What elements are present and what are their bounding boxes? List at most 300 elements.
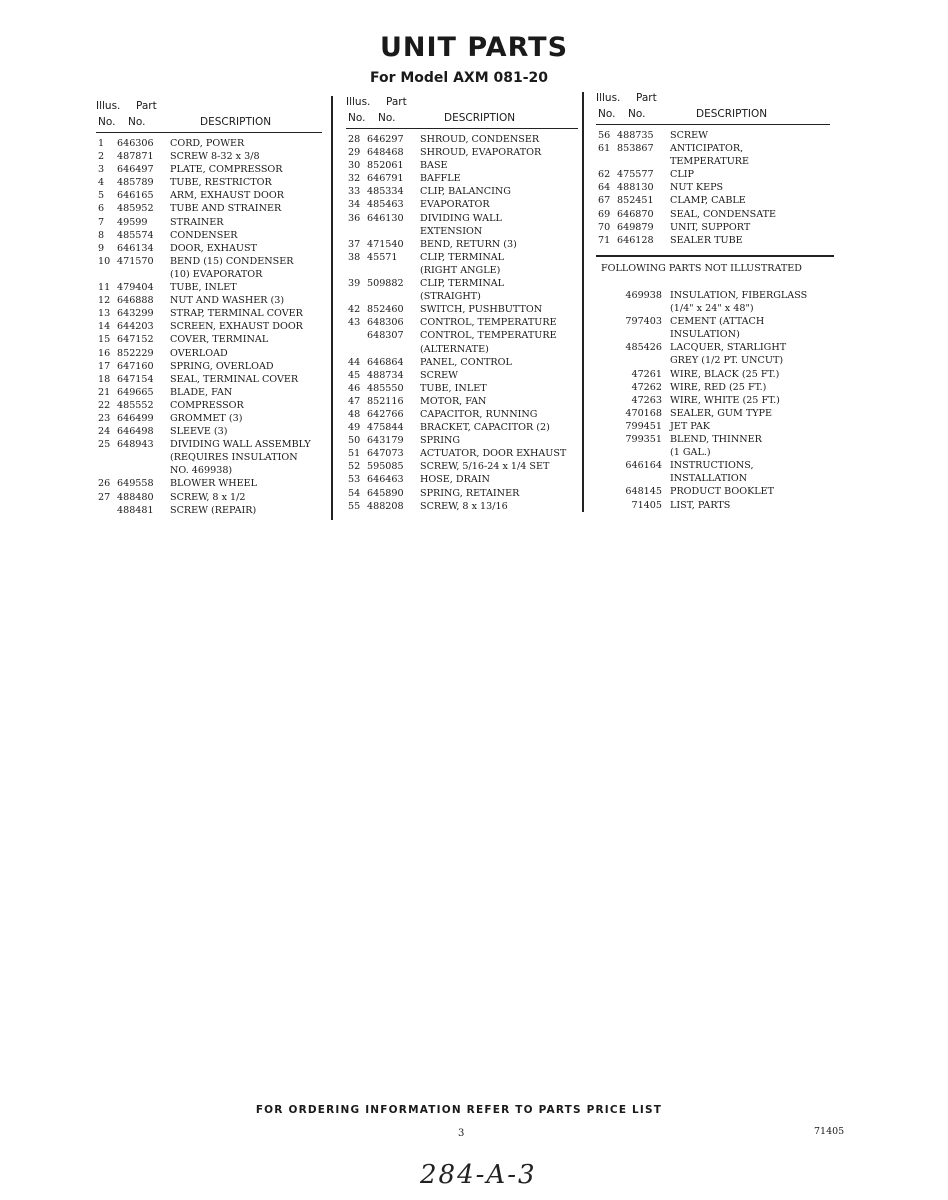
table-row bbox=[96, 504, 322, 517]
part-label: Part bbox=[636, 92, 657, 104]
description: BLOWER WHEEL bbox=[170, 478, 258, 490]
parts-column-1 bbox=[96, 96, 322, 517]
description: SCREW bbox=[420, 369, 459, 381]
part-no: 470168 bbox=[625, 407, 662, 419]
table-row bbox=[346, 159, 578, 172]
part-no: 485952 bbox=[117, 203, 154, 215]
illus-no: 33 bbox=[348, 186, 361, 198]
part-no: 648306 bbox=[367, 317, 404, 329]
handwritten-reference: 284-A-3 bbox=[420, 1160, 537, 1190]
part-no: 488208 bbox=[367, 500, 404, 512]
description: SPRING bbox=[420, 435, 461, 447]
illus-no: 6 bbox=[98, 203, 105, 215]
illus-no: 44 bbox=[348, 356, 361, 368]
description: STRAINER bbox=[170, 216, 224, 228]
illus-no: 22 bbox=[98, 399, 111, 411]
illus-no: 36 bbox=[348, 212, 361, 224]
description: PLATE, COMPRESSOR bbox=[170, 164, 283, 176]
illus-no: 45 bbox=[348, 369, 361, 381]
description: NUT KEPS bbox=[670, 182, 724, 194]
ordering-note: FOR ORDERING INFORMATION REFER TO PARTS PRICE LIST bbox=[255, 1104, 663, 1116]
table-row bbox=[346, 225, 578, 238]
column-divider-1 bbox=[331, 96, 333, 520]
illus-no: 2 bbox=[98, 151, 105, 163]
description: INSULATION, FIBERGLASS bbox=[670, 290, 808, 301]
table-row bbox=[346, 487, 578, 500]
illus-no: 69 bbox=[598, 208, 611, 220]
part-no: 485789 bbox=[117, 177, 154, 189]
illus-no: 7 bbox=[98, 216, 105, 228]
illus-no: 25 bbox=[98, 439, 111, 451]
description: OVERLOAD bbox=[170, 347, 228, 359]
table-row bbox=[96, 229, 322, 242]
illus-no: 48 bbox=[348, 408, 361, 420]
description: (STRAIGHT) bbox=[420, 291, 481, 303]
table-row bbox=[596, 129, 830, 142]
table-row bbox=[96, 399, 322, 412]
table-row bbox=[96, 255, 322, 268]
table-row bbox=[96, 386, 322, 399]
list-item bbox=[590, 485, 830, 498]
description: SCREW bbox=[670, 130, 709, 141]
table-row bbox=[96, 307, 322, 320]
illus-no: 51 bbox=[348, 448, 361, 460]
table-row bbox=[96, 438, 322, 451]
parts-rows bbox=[346, 133, 578, 513]
part-label: Part bbox=[136, 100, 157, 112]
parts-rows bbox=[596, 129, 830, 247]
description: GROMMET (3) bbox=[170, 412, 243, 424]
table-row bbox=[346, 408, 578, 421]
part-no: 646164 bbox=[625, 460, 662, 472]
list-item bbox=[590, 433, 830, 446]
illus-no: 26 bbox=[98, 478, 111, 490]
document-code: 71405 bbox=[814, 1126, 845, 1137]
illus-no: 8 bbox=[98, 229, 105, 241]
illus-no: 5 bbox=[98, 190, 105, 202]
part-no: 509882 bbox=[367, 278, 404, 290]
illus-no: 14 bbox=[98, 321, 111, 333]
illus-no: 13 bbox=[98, 308, 111, 320]
description: PRODUCT BOOKLET bbox=[670, 486, 775, 498]
column-header bbox=[96, 96, 322, 133]
description: ARM, EXHAUST DOOR bbox=[170, 190, 284, 202]
part-no: 45571 bbox=[367, 251, 398, 263]
description: (1/4" x 24" x 48") bbox=[670, 303, 754, 315]
part-no: 644203 bbox=[117, 321, 154, 333]
table-row bbox=[346, 369, 578, 382]
description: STRAP, TERMINAL COVER bbox=[170, 308, 303, 320]
column-header bbox=[596, 88, 830, 125]
description: TUBE, RESTRICTOR bbox=[170, 177, 272, 189]
description: WIRE, BLACK (25 FT.) bbox=[670, 368, 780, 380]
illus-no-label: No. bbox=[348, 112, 366, 124]
part-no: 646463 bbox=[367, 474, 404, 486]
description: SCREW, 5/16-24 x 1/4 SET bbox=[420, 461, 550, 473]
list-item bbox=[590, 328, 830, 341]
description: SLEEVE (3) bbox=[170, 426, 228, 438]
table-row bbox=[346, 133, 578, 146]
description: WIRE, RED (25 FT.) bbox=[670, 381, 767, 393]
illus-no: 49 bbox=[348, 422, 361, 434]
description: HOSE, DRAIN bbox=[420, 474, 490, 486]
part-no: 485574 bbox=[117, 229, 154, 241]
description: BRACKET, CAPACITOR (2) bbox=[420, 422, 550, 434]
description: DIVIDING WALL ASSEMBLY bbox=[170, 439, 311, 451]
table-row bbox=[346, 434, 578, 447]
description: LIST, PARTS bbox=[670, 499, 731, 511]
part-no: 853867 bbox=[617, 143, 654, 155]
table-row bbox=[346, 303, 578, 316]
table-row bbox=[346, 460, 578, 473]
part-no: 649665 bbox=[117, 386, 154, 398]
illus-label: Illus. bbox=[96, 100, 121, 112]
table-row bbox=[346, 238, 578, 251]
part-no: 47262 bbox=[631, 381, 662, 393]
description: COMPRESSOR bbox=[170, 399, 244, 411]
description: CLAMP, CABLE bbox=[670, 195, 746, 207]
description: SEAL, CONDENSATE bbox=[670, 208, 777, 220]
list-item bbox=[590, 407, 830, 420]
description: BEND (15) CONDENSER bbox=[170, 255, 294, 267]
description: BLADE, FAN bbox=[170, 386, 233, 398]
table-row bbox=[96, 347, 322, 360]
illus-no: 55 bbox=[348, 500, 361, 512]
part-no: 648307 bbox=[367, 330, 404, 342]
illus-no-label: No. bbox=[98, 116, 116, 128]
part-no: 487871 bbox=[117, 151, 154, 163]
table-row bbox=[346, 277, 578, 290]
description: SPRING, OVERLOAD bbox=[170, 360, 274, 372]
table-row bbox=[346, 251, 578, 264]
part-no: 475577 bbox=[617, 169, 654, 181]
table-row bbox=[346, 290, 578, 303]
part-no: 852451 bbox=[617, 195, 654, 207]
illus-no: 1 bbox=[98, 138, 105, 149]
part-no: 646165 bbox=[117, 190, 154, 202]
part-no: 471570 bbox=[117, 255, 154, 267]
table-row bbox=[346, 264, 578, 277]
not-illustrated-list bbox=[590, 289, 830, 512]
part-no: 71405 bbox=[631, 499, 662, 511]
illus-no: 37 bbox=[348, 238, 361, 250]
description: NUT AND WASHER (3) bbox=[170, 295, 285, 307]
table-row bbox=[96, 137, 322, 150]
description: (RIGHT ANGLE) bbox=[420, 264, 501, 276]
part-no: 648943 bbox=[117, 439, 154, 451]
illus-no: 23 bbox=[98, 412, 111, 424]
illus-no: 53 bbox=[348, 474, 361, 486]
parts-column-3 bbox=[596, 88, 830, 247]
part-no: 646297 bbox=[367, 134, 404, 145]
list-item bbox=[590, 315, 830, 328]
illus-no: 62 bbox=[598, 169, 611, 181]
description: SCREW 8-32 x 3/8 bbox=[170, 151, 260, 163]
description: CORD, POWER bbox=[170, 138, 245, 149]
illus-no: 24 bbox=[98, 426, 111, 438]
part-no: 646128 bbox=[617, 234, 654, 246]
illus-no: 30 bbox=[348, 160, 361, 172]
table-row bbox=[96, 360, 322, 373]
table-row bbox=[346, 198, 578, 211]
part-no: 648145 bbox=[625, 486, 662, 498]
table-row bbox=[346, 329, 578, 342]
page-title: UNIT PARTS bbox=[379, 32, 569, 63]
description: (10) EVAPORATOR bbox=[170, 268, 263, 280]
part-no: 647160 bbox=[117, 360, 154, 372]
description: CLIP bbox=[670, 169, 694, 181]
table-row bbox=[346, 146, 578, 159]
description-label: DESCRIPTION bbox=[696, 108, 768, 120]
illus-label: Illus. bbox=[596, 92, 621, 104]
table-row bbox=[96, 163, 322, 176]
table-row bbox=[596, 234, 830, 247]
illus-label: Illus. bbox=[346, 96, 371, 108]
description: SWITCH, PUSHBUTTON bbox=[420, 304, 543, 316]
parts-column-2 bbox=[346, 92, 578, 513]
description: CONTROL, TEMPERATURE bbox=[420, 317, 557, 329]
description: MOTOR, FAN bbox=[420, 395, 487, 407]
not-illustrated-rows bbox=[590, 289, 830, 512]
illus-no: 32 bbox=[348, 173, 361, 185]
part-label: Part bbox=[386, 96, 407, 108]
list-item bbox=[590, 354, 830, 367]
description: CONTROL, TEMPERATURE bbox=[420, 330, 557, 342]
illus-no: 3 bbox=[98, 164, 105, 176]
description: SEALER TUBE bbox=[670, 234, 743, 246]
part-no: 645890 bbox=[367, 487, 404, 499]
illus-no: 21 bbox=[98, 386, 111, 398]
description: BAFFLE bbox=[420, 173, 461, 185]
table-row bbox=[596, 181, 830, 194]
not-illustrated-rule bbox=[596, 255, 834, 257]
table-row bbox=[96, 333, 322, 346]
description: DIVIDING WALL bbox=[420, 212, 502, 224]
description: JET PAK bbox=[670, 420, 710, 432]
part-no: 47263 bbox=[631, 394, 662, 406]
part-no: 649558 bbox=[117, 478, 154, 490]
illus-no: 50 bbox=[348, 435, 361, 447]
description: SCREW (REPAIR) bbox=[170, 504, 257, 516]
description: BLEND, THINNER bbox=[670, 434, 762, 446]
part-no: 797403 bbox=[625, 316, 662, 328]
parts-rows bbox=[96, 137, 322, 517]
description: UNIT, SUPPORT bbox=[670, 221, 751, 233]
table-row bbox=[596, 168, 830, 181]
table-row bbox=[96, 451, 322, 464]
illus-no: 56 bbox=[598, 130, 611, 141]
part-no: 646888 bbox=[117, 295, 154, 307]
part-no: 47261 bbox=[631, 368, 662, 380]
illus-no: 17 bbox=[98, 360, 111, 372]
list-item bbox=[590, 446, 830, 459]
illus-no: 34 bbox=[348, 199, 361, 211]
part-no: 485552 bbox=[117, 399, 154, 411]
description: EVAPORATOR bbox=[420, 199, 490, 211]
part-no: 488130 bbox=[617, 182, 654, 194]
list-item bbox=[590, 459, 830, 472]
description: (1 GAL.) bbox=[670, 447, 711, 459]
description: TEMPERATURE bbox=[670, 156, 750, 168]
description: INSULATION) bbox=[670, 329, 740, 341]
illus-no: 16 bbox=[98, 347, 111, 359]
description: WIRE, WHITE (25 FT.) bbox=[670, 394, 780, 406]
description: TUBE AND STRAINER bbox=[170, 203, 282, 215]
illus-no: 29 bbox=[348, 147, 361, 159]
description: LACQUER, STARLIGHT bbox=[670, 342, 787, 354]
description: SCREW, 8 x 1/2 bbox=[170, 491, 246, 503]
table-row bbox=[96, 242, 322, 255]
illus-no: 27 bbox=[98, 491, 111, 503]
list-item bbox=[590, 302, 830, 315]
description: SEAL, TERMINAL COVER bbox=[170, 373, 299, 385]
table-row bbox=[346, 500, 578, 513]
column-divider-2 bbox=[582, 92, 584, 512]
part-no: 852061 bbox=[367, 160, 404, 172]
description: BASE bbox=[420, 160, 448, 172]
table-row bbox=[96, 373, 322, 386]
description-label: DESCRIPTION bbox=[200, 116, 272, 128]
description: ANTICIPATOR, bbox=[670, 143, 744, 155]
part-no: 485550 bbox=[367, 382, 404, 394]
table-row bbox=[346, 473, 578, 486]
description: CONDENSER bbox=[170, 229, 238, 241]
table-row bbox=[596, 142, 830, 155]
illus-no: 9 bbox=[98, 242, 105, 254]
table-row bbox=[346, 356, 578, 369]
table-row bbox=[346, 172, 578, 185]
table-row bbox=[346, 421, 578, 434]
description-label: DESCRIPTION bbox=[444, 112, 516, 124]
table-row bbox=[346, 343, 578, 356]
illus-no: 12 bbox=[98, 295, 111, 307]
description: EXTENSION bbox=[420, 225, 483, 237]
part-no: 488481 bbox=[117, 504, 154, 516]
part-no: 475844 bbox=[367, 422, 404, 434]
illus-no: 4 bbox=[98, 177, 105, 189]
part-no-label: No. bbox=[378, 112, 396, 124]
description: (REQUIRES INSULATION bbox=[170, 452, 298, 464]
illus-no: 38 bbox=[348, 251, 361, 263]
part-no: 488735 bbox=[617, 130, 654, 141]
part-no: 595085 bbox=[367, 461, 404, 473]
table-row bbox=[596, 155, 830, 168]
part-no: 647152 bbox=[117, 334, 154, 346]
illus-no: 11 bbox=[98, 282, 111, 294]
table-row bbox=[96, 294, 322, 307]
list-item bbox=[590, 368, 830, 381]
part-no: 852460 bbox=[367, 304, 404, 316]
description: CAPACITOR, RUNNING bbox=[420, 408, 538, 420]
table-row bbox=[96, 268, 322, 281]
table-row bbox=[596, 221, 830, 234]
part-no: 488734 bbox=[367, 369, 404, 381]
part-no: 646499 bbox=[117, 412, 154, 424]
illus-no: 46 bbox=[348, 382, 361, 394]
description: CEMENT (ATTACH bbox=[670, 316, 765, 328]
table-row bbox=[346, 382, 578, 395]
part-no: 485426 bbox=[625, 342, 662, 354]
description: BEND, RETURN (3) bbox=[420, 238, 517, 250]
part-no: 646791 bbox=[367, 173, 404, 185]
illus-no: 39 bbox=[348, 278, 361, 290]
part-no-label: No. bbox=[128, 116, 146, 128]
list-item bbox=[590, 341, 830, 354]
part-no: 49599 bbox=[117, 216, 148, 228]
description: (ALTERNATE) bbox=[420, 343, 489, 355]
part-no: 647073 bbox=[367, 448, 404, 460]
illus-no: 67 bbox=[598, 195, 611, 207]
table-row bbox=[96, 464, 322, 477]
table-row bbox=[96, 491, 322, 504]
illus-no: 43 bbox=[348, 317, 361, 329]
part-no: 485334 bbox=[367, 186, 404, 198]
part-no: 648468 bbox=[367, 147, 404, 159]
part-no: 852229 bbox=[117, 347, 154, 359]
part-no: 646870 bbox=[617, 208, 654, 220]
table-row bbox=[96, 150, 322, 163]
part-no: 649879 bbox=[617, 221, 654, 233]
table-row bbox=[596, 208, 830, 221]
part-no: 646134 bbox=[117, 242, 154, 254]
part-no: 471540 bbox=[367, 238, 404, 250]
column-header bbox=[346, 92, 578, 129]
description: GREY (1/2 PT. UNCUT) bbox=[670, 355, 784, 367]
model-subtitle: For Model AXM 081-20 bbox=[369, 70, 549, 86]
table-row bbox=[96, 189, 322, 202]
illus-no: 47 bbox=[348, 395, 361, 407]
table-row bbox=[96, 412, 322, 425]
illus-no: 64 bbox=[598, 182, 611, 194]
description: SEALER, GUM TYPE bbox=[670, 407, 773, 419]
part-no: 643299 bbox=[117, 308, 154, 320]
page-number: 3 bbox=[458, 1128, 465, 1139]
illus-no: 15 bbox=[98, 334, 111, 346]
description: INSTALLATION bbox=[670, 473, 748, 485]
description: PANEL, CONTROL bbox=[420, 356, 512, 368]
list-item bbox=[590, 289, 830, 302]
list-item bbox=[590, 472, 830, 485]
not-illustrated-label: FOLLOWING PARTS NOT ILLUSTRATED bbox=[601, 263, 802, 274]
part-no-label: No. bbox=[628, 108, 646, 120]
table-row bbox=[346, 447, 578, 460]
illus-no: 54 bbox=[348, 487, 361, 499]
list-item bbox=[590, 394, 830, 407]
part-no: 642766 bbox=[367, 408, 404, 420]
description: TUBE, INLET bbox=[170, 282, 237, 294]
illus-no: 28 bbox=[348, 134, 361, 145]
description: DOOR, EXHAUST bbox=[170, 242, 257, 254]
part-no: 469938 bbox=[625, 290, 662, 301]
table-row bbox=[96, 477, 322, 490]
part-no: 643179 bbox=[367, 435, 404, 447]
part-no: 799351 bbox=[625, 434, 662, 446]
illus-no-label: No. bbox=[598, 108, 616, 120]
part-no: 647154 bbox=[117, 373, 154, 385]
illus-no: 61 bbox=[598, 143, 611, 155]
table-row bbox=[96, 202, 322, 215]
description: SHROUD, CONDENSER bbox=[420, 134, 540, 145]
description: ACTUATOR, DOOR EXHAUST bbox=[420, 448, 567, 460]
part-no: 646497 bbox=[117, 164, 154, 176]
table-row bbox=[346, 316, 578, 329]
table-row bbox=[96, 425, 322, 438]
illus-no: 42 bbox=[348, 304, 361, 316]
part-no: 485463 bbox=[367, 199, 404, 211]
table-row bbox=[96, 176, 322, 189]
list-item bbox=[590, 381, 830, 394]
part-no: 488480 bbox=[117, 491, 154, 503]
